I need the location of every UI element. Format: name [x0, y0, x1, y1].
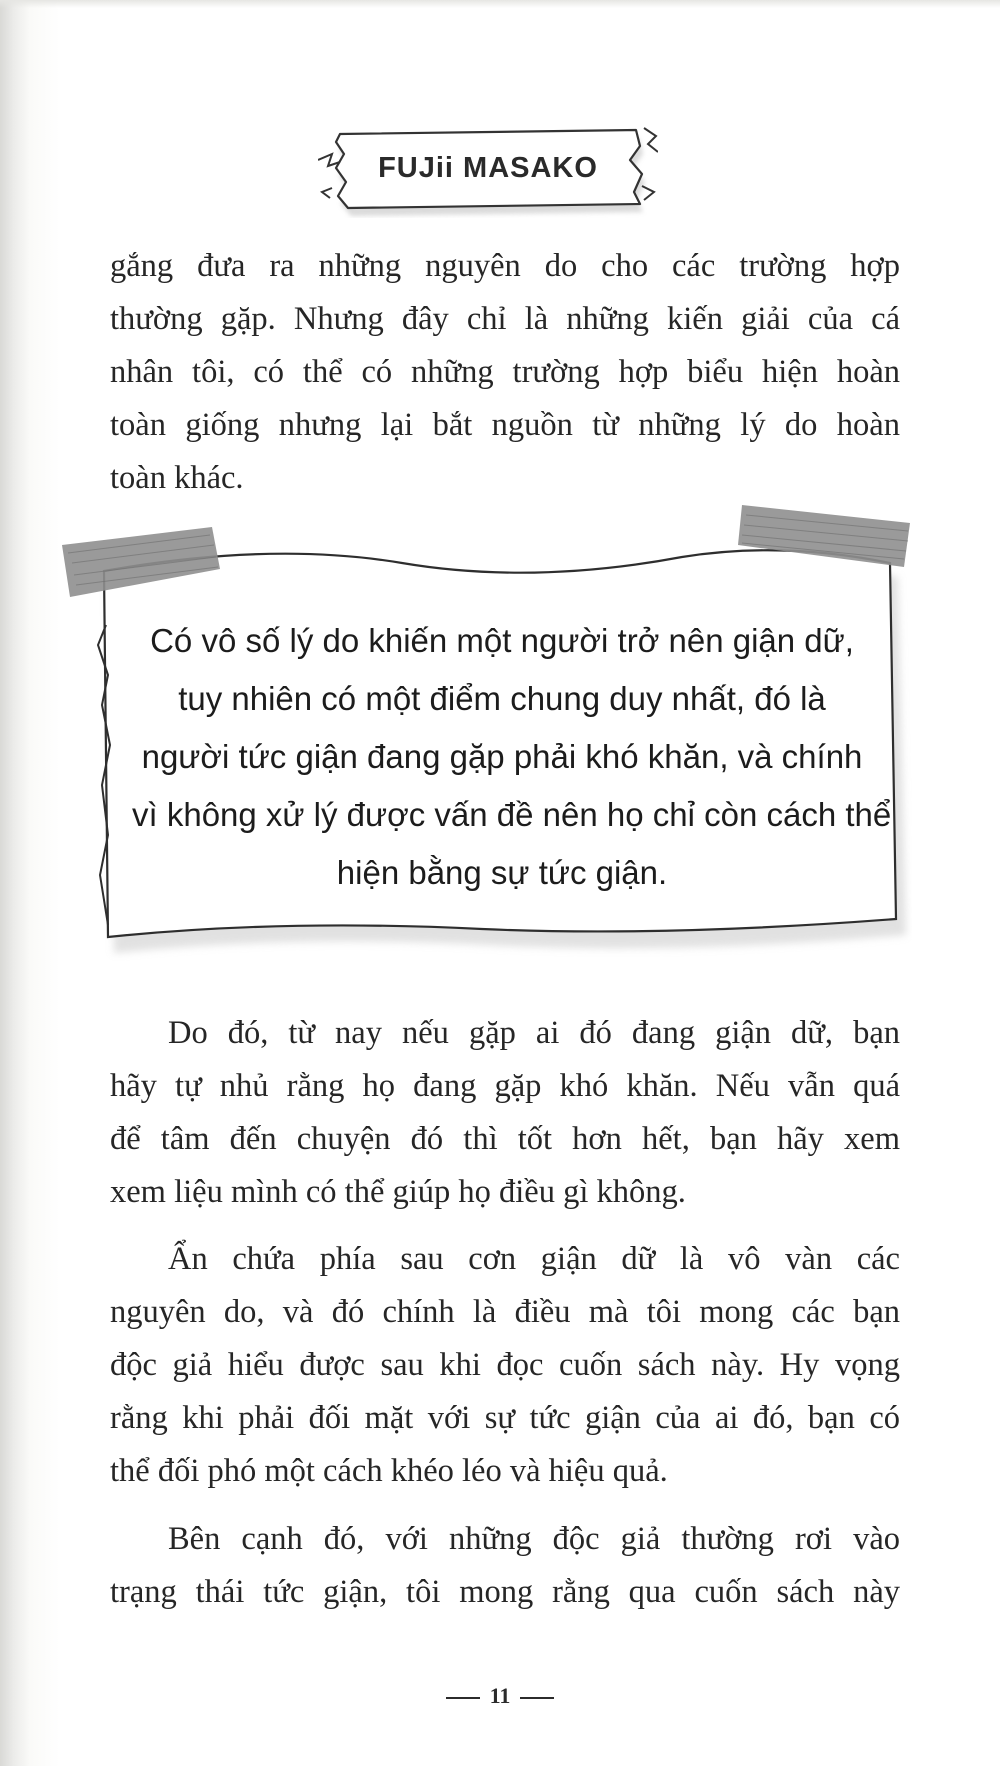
quote-box	[62, 505, 912, 965]
text-line: thể đối phó một cách khéo léo và hiệu quả.	[110, 1453, 668, 1489]
page-edge-shadow	[0, 0, 1000, 8]
text-line: thường gặp. Nhưng đây chỉ là những kiến giải của cá	[110, 301, 900, 337]
paragraph-2	[110, 1007, 900, 1219]
page-number	[0, 1683, 1000, 1709]
text-line: gắng đưa ra những nguyên do cho các trường hợp	[110, 248, 900, 284]
text-line: rằng khi phải đối mặt với sự tức giận của ai đó, bạn có	[110, 1400, 900, 1436]
dash-right	[520, 1697, 554, 1699]
page-number-value: 11	[489, 1683, 511, 1708]
text-line: toàn khác.	[110, 460, 244, 496]
text-line: xem liệu mình có thể giúp họ điều gì không.	[110, 1174, 686, 1210]
quote-line: vì không xử lý được vấn đề nên họ chỉ còn cách thể	[132, 796, 892, 833]
quote-line: người tức giận đang gặp phải khó khăn, và chính	[141, 738, 863, 775]
quote-text	[132, 612, 892, 902]
text-line: để tâm đến chuyện đó thì tốt hơn hết, bạn hãy xem	[110, 1121, 900, 1157]
dash-left	[446, 1697, 480, 1699]
text-line: hãy tự nhủ rằng họ đang gặp khó khăn. Nếu vẫn quá	[110, 1068, 900, 1104]
text-line: nhân tôi, có thể có những trường hợp biểu hiện hoàn	[110, 354, 900, 390]
text-line: Do đó, từ nay nếu gặp ai đó đang giận dữ, bạn	[168, 1015, 900, 1051]
text-line: Bên cạnh đó, với những độc giả thường rơi vào	[168, 1521, 900, 1557]
text-line: độc giả hiểu được sau khi đọc cuốn sách này. Hy vọng	[110, 1347, 900, 1383]
intro-paragraph	[110, 240, 900, 505]
text-line: Ẩn chứa phía sau cơn giận dữ là vô vàn các	[168, 1241, 900, 1277]
quote-line: Có vô số lý do khiến một người trở nên giận dữ,	[150, 622, 854, 659]
quote-line: tuy nhiên có một điểm chung duy nhất, đó là	[178, 680, 826, 717]
text-line: trạng thái tức giận, tôi mong rằng qua cuốn sách này	[110, 1574, 900, 1610]
quote-line: hiện bằng sự tức giận.	[336, 854, 668, 891]
paragraph-4	[110, 1513, 900, 1619]
text-line: toàn giống nhưng lại bắt nguồn từ những lý do hoàn	[110, 407, 900, 443]
text-line: nguyên do, và đó chính là điều mà tôi mong các bạn	[110, 1294, 900, 1330]
running-header	[318, 118, 658, 218]
paragraph-3	[110, 1233, 900, 1498]
author-name: FUJii MASAKO	[378, 151, 598, 184]
